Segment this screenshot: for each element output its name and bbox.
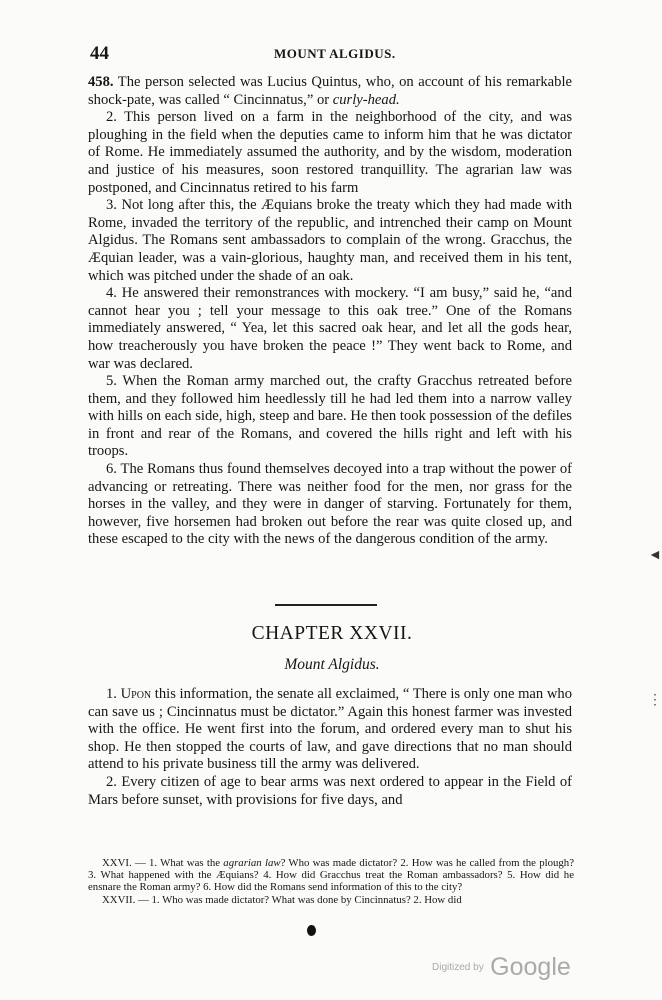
paragraph-1 bbox=[88, 686, 572, 774]
paragraph-2: 2. This person lived on a farm in the neighborhood of the city, and was ploughing in the field when the deputies came to inform him that he was dictator of Rome. He immediately assumed the authority, and by the wisdom, moderation and justice of his measures, soon restored tranquillity. The agrarian law was postponed, and Cincinnatus retired to his farm bbox=[88, 109, 572, 196]
questions-chapter-27: XXVII. — 1. Who was made dictator? What was done by Cincinnatus? 2. How did bbox=[102, 893, 462, 906]
paragraph-text: this information, the senate all exclaimed, “ There is only one man who can save us ; Cincinnatus must be dictator.” Again this honest farmer was invested with the office. He went first into the forum, and ordered every man to shut his shop. He then stopped the courts of law, and gave directions that no man should attend to his private business till the army was delivered. bbox=[88, 686, 572, 773]
margin-mark-icon: ◄ bbox=[648, 548, 662, 563]
paragraph-2: 2. Every citizen of age to bear arms was next ordered to appear in the Field of Mars before sunset, with provisions for five days, and bbox=[88, 773, 572, 808]
digitized-watermark bbox=[432, 953, 571, 982]
page-number: 44 bbox=[90, 43, 109, 64]
paragraph-number: 458. bbox=[88, 74, 114, 90]
paragraph-5: 5. When the Roman army marched out, the crafty Gracchus retreated before them, and they followed him heedlessly till he had led them into a narrow valley with hills on each side, high, steep and bare. He then took possession of the defiles in front and rear of the Romans, and covered the hills right and left with his troops. bbox=[88, 373, 572, 460]
emphasis-text: agrarian law bbox=[223, 857, 281, 869]
chapter-26-text bbox=[88, 74, 572, 549]
paragraph-text: The person selected was Lucius Quintus, who, on account of his remarkable shock-pate, was called “ Cincinnatus,” or bbox=[88, 74, 572, 108]
paragraph-3: 3. Not long after this, the Æquians broke the treaty which they had made with Rome, invaded the territory of the republic, and intrenched their camp on Mount Algidus. The Romans sent ambassadors to complain of the wrong. Gracchus, the Æquian leader, was a vain-glorious, haughty man, and received them in his tent, which was pitched under the shade of an oak. bbox=[88, 197, 572, 284]
chapter-subtitle: Mount Algidus. bbox=[284, 656, 380, 673]
margin-mark-icon: ⋮ bbox=[648, 693, 662, 708]
section-divider bbox=[275, 604, 377, 606]
small-caps-opening: Upon bbox=[116, 686, 152, 702]
question-text: ? Who was made dictator? 2. How was he called from the plough? 3. What happened with the Æquians? 4. How did Gracchus treat the Roman ambassadors? 5. How did he ensnare the Roman army? 6. How did the Romans send information of this to the city? bbox=[88, 857, 574, 894]
chapter-27-text bbox=[88, 686, 572, 809]
paragraph-6: 6. The Romans thus found themselves decoyed into a trap without the power of advancing or retreating. There was neither food for the men, nor grass for the horses in the valley, and they were in danger of starving. Fortunately for them, however, five horsemen had broken out before the rear was quite closed up, and these escaped to the city with the news of the dangerous condition of the army. bbox=[88, 461, 572, 548]
paragraph-458 bbox=[88, 74, 572, 109]
ink-blot bbox=[307, 925, 316, 936]
chapter-title: CHAPTER XXVII. bbox=[251, 623, 413, 644]
digitized-label: Digitized by bbox=[432, 962, 484, 973]
footnote-questions bbox=[88, 857, 574, 906]
paragraph-4: 4. He answered their remonstrances with mockery. “I am busy,” said he, “and cannot hear you ; tell your message to this oak tree.” One of the Romans immediately answered, “ Yea, let this sacred oak hear, and let all the gods hear, how treacherously you have broken the peace !” They went back to Rome, and war was declared. bbox=[88, 285, 572, 372]
emphasis-text: curly-head. bbox=[332, 91, 400, 108]
paragraph-number: 1. bbox=[106, 686, 117, 702]
questions-chapter-26 bbox=[88, 857, 574, 894]
google-logo: Google bbox=[490, 953, 571, 981]
question-text: XXVI. — 1. What was the bbox=[102, 857, 224, 869]
running-head: MOUNT ALGIDUS. bbox=[274, 46, 396, 61]
